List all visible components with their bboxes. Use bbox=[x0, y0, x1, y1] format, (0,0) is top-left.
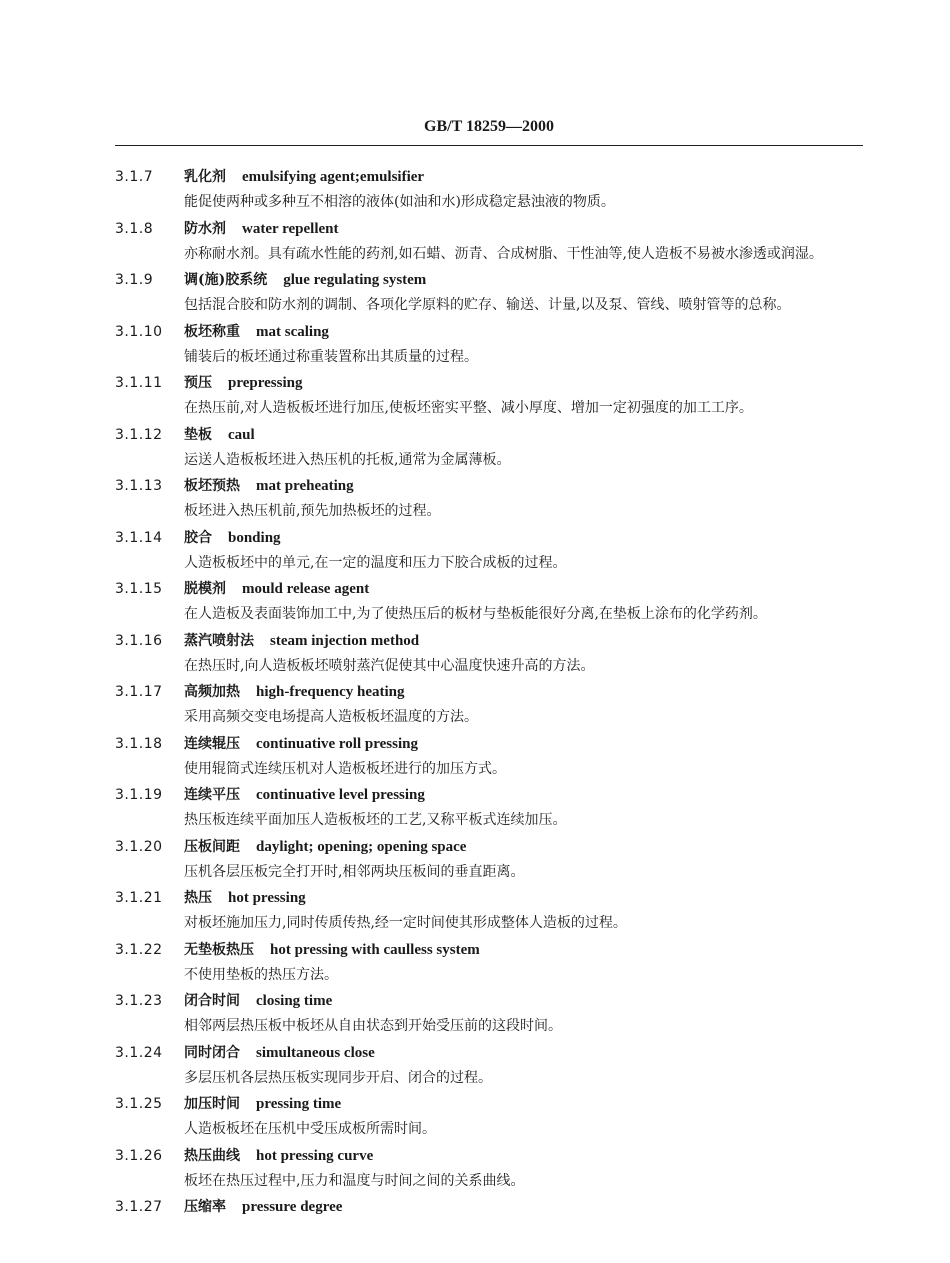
term-line bbox=[115, 267, 875, 293]
term-chinese: 板坯预热 bbox=[184, 478, 240, 494]
term-entry bbox=[115, 319, 875, 371]
term-english: bonding bbox=[228, 529, 281, 546]
term-chinese: 闭合时间 bbox=[184, 993, 240, 1009]
term-number: 3.1.18 bbox=[115, 735, 163, 752]
term-line bbox=[115, 834, 875, 860]
term-line bbox=[115, 731, 875, 757]
term-definition: 在热压前,对人造板板坯进行加压,使板坯密实平整、减小厚度、增加一定初强度的加工工序。 bbox=[184, 400, 753, 416]
term-chinese: 垫板 bbox=[184, 426, 212, 443]
term-english: hot pressing bbox=[228, 890, 306, 906]
term-english: pressing time bbox=[256, 1096, 342, 1112]
term-chinese: 胶合 bbox=[184, 529, 212, 546]
term-chinese: 脱模剂 bbox=[184, 581, 226, 597]
term-english: simultaneous close bbox=[256, 1044, 375, 1061]
term-line bbox=[115, 370, 875, 396]
term-entry bbox=[115, 679, 875, 731]
term-number: 3.1.16 bbox=[115, 632, 163, 649]
term-entry bbox=[115, 988, 875, 1040]
term-definition: 人造板板坯中的单元,在一定的温度和压力下胶合成板的过程。 bbox=[184, 554, 567, 571]
term-line bbox=[115, 1143, 875, 1169]
term-entry bbox=[115, 525, 875, 577]
term-chinese: 防水剂 bbox=[184, 220, 226, 237]
term-english: emulsifying agent;emulsifier bbox=[242, 169, 425, 185]
term-definition: 板坯在热压过程中,压力和温度与时间之间的关系曲线。 bbox=[184, 1172, 525, 1189]
term-english: mould release agent bbox=[242, 581, 370, 597]
term-entry bbox=[115, 628, 875, 680]
term-number: 3.1.19 bbox=[115, 787, 163, 803]
term-chinese: 乳化剂 bbox=[184, 169, 226, 185]
term-definition: 能促使两种或多种互不相溶的液体(如油和水)形成稳定悬浊液的物质。 bbox=[184, 194, 615, 210]
term-number: 3.1.8 bbox=[115, 220, 154, 237]
page-header: GB/T 18259—2000 bbox=[424, 118, 554, 135]
term-definition: 不使用垫板的热压方法。 bbox=[184, 966, 338, 983]
term-entry bbox=[115, 1091, 875, 1143]
term-number: 3.1.20 bbox=[115, 838, 163, 855]
term-line bbox=[115, 1040, 875, 1066]
term-english: prepressing bbox=[228, 375, 303, 391]
term-number: 3.1.14 bbox=[115, 529, 163, 546]
terms-list bbox=[115, 164, 875, 1220]
term-entry bbox=[115, 1143, 875, 1195]
term-entry bbox=[115, 1040, 875, 1092]
term-line bbox=[115, 473, 875, 499]
term-english: hot pressing with caulless system bbox=[270, 941, 480, 958]
term-definition: 对板坯施加压力,同时传质传热,经一定时间使其形成整体人造板的过程。 bbox=[184, 915, 627, 931]
term-chinese: 板坯称重 bbox=[184, 323, 240, 340]
term-line bbox=[115, 628, 875, 654]
term-definition: 多层压机各层热压板实现同步开启、闭合的过程。 bbox=[184, 1069, 492, 1086]
term-english: mat scaling bbox=[256, 323, 329, 340]
term-english: daylight; opening; opening space bbox=[256, 838, 467, 855]
term-definition: 使用辊筒式连续压机对人造板板坯进行的加压方式。 bbox=[184, 760, 506, 777]
term-entry bbox=[115, 1194, 875, 1220]
term-entry bbox=[115, 422, 875, 474]
term-english: continuative roll pressing bbox=[256, 735, 418, 752]
term-definition: 在人造板及表面装饰加工中,为了使热压后的板材与垫板能很好分离,在垫板上涂布的化学药剂。 bbox=[184, 606, 767, 622]
term-definition: 压机各层压板完全打开时,相邻两块压板间的垂直距离。 bbox=[184, 863, 525, 880]
term-number: 3.1.24 bbox=[115, 1044, 163, 1061]
term-chinese: 同时闭合 bbox=[184, 1044, 240, 1061]
term-definition: 人造板板坯在压机中受压成板所需时间。 bbox=[184, 1121, 436, 1137]
term-definition: 在热压时,向人造板板坯喷射蒸汽促使其中心温度快速升高的方法。 bbox=[184, 657, 595, 674]
term-definition: 亦称耐水剂。具有疏水性能的药剂,如石蜡、沥青、合成树脂、干性油等,使人造板不易被水渗透或润湿。 bbox=[184, 245, 823, 262]
term-line bbox=[115, 164, 875, 190]
term-chinese: 无垫板热压 bbox=[184, 941, 254, 958]
term-number: 3.1.15 bbox=[115, 581, 163, 597]
term-definition: 包括混合胶和防水剂的调制、各项化学原料的贮存、输送、计量,以及泵、管线、喷射管等的总称。 bbox=[184, 297, 791, 313]
term-chinese: 加压时间 bbox=[184, 1096, 240, 1112]
term-line bbox=[115, 988, 875, 1014]
term-english: pressure degree bbox=[242, 1199, 343, 1215]
term-entry bbox=[115, 164, 875, 216]
term-definition: 相邻两层热压板中板坯从自由状态到开始受压前的这段时间。 bbox=[184, 1018, 562, 1034]
term-chinese: 高频加热 bbox=[184, 684, 240, 700]
term-entry bbox=[115, 267, 875, 319]
term-english: continuative level pressing bbox=[256, 787, 425, 803]
term-number: 3.1.17 bbox=[115, 684, 163, 700]
term-line bbox=[115, 782, 875, 808]
term-line bbox=[115, 1194, 875, 1220]
term-number: 3.1.27 bbox=[115, 1199, 163, 1215]
term-english: steam injection method bbox=[270, 632, 420, 649]
term-number: 3.1.7 bbox=[115, 169, 154, 185]
term-english: high-frequency heating bbox=[256, 684, 405, 700]
term-definition: 采用高频交变电场提高人造板板坯温度的方法。 bbox=[184, 709, 478, 725]
term-line bbox=[115, 319, 875, 345]
term-number: 3.1.25 bbox=[115, 1096, 163, 1112]
term-line bbox=[115, 937, 875, 963]
term-english: closing time bbox=[256, 993, 333, 1009]
term-definition: 板坯进入热压机前,预先加热板坯的过程。 bbox=[184, 503, 441, 519]
term-english: glue regulating system bbox=[283, 272, 427, 288]
term-line bbox=[115, 1091, 875, 1117]
term-entry bbox=[115, 834, 875, 886]
term-number: 3.1.26 bbox=[115, 1147, 163, 1164]
term-english: mat preheating bbox=[256, 478, 354, 494]
term-number: 3.1.23 bbox=[115, 993, 163, 1009]
term-chinese: 热压曲线 bbox=[184, 1147, 240, 1164]
term-number: 3.1.10 bbox=[115, 323, 163, 340]
term-line bbox=[115, 525, 875, 551]
term-line bbox=[115, 422, 875, 448]
term-chinese: 压缩率 bbox=[184, 1199, 226, 1215]
term-chinese: 热压 bbox=[184, 890, 212, 906]
term-chinese: 压板间距 bbox=[184, 838, 240, 855]
header-rule bbox=[115, 145, 863, 146]
term-line bbox=[115, 679, 875, 705]
term-entry bbox=[115, 782, 875, 834]
term-chinese: 调(施)胶系统 bbox=[184, 272, 268, 288]
term-line bbox=[115, 576, 875, 602]
term-chinese: 预压 bbox=[184, 375, 212, 391]
term-number: 3.1.13 bbox=[115, 478, 163, 494]
term-entry bbox=[115, 731, 875, 783]
term-line bbox=[115, 216, 875, 242]
term-definition: 运送人造板板坯进入热压机的托板,通常为金属薄板。 bbox=[184, 451, 511, 468]
term-number: 3.1.11 bbox=[115, 375, 163, 391]
term-chinese: 蒸汽喷射法 bbox=[184, 632, 254, 649]
term-number: 3.1.21 bbox=[115, 890, 163, 906]
term-chinese: 连续辊压 bbox=[184, 735, 240, 752]
term-entry bbox=[115, 576, 875, 628]
term-english: caul bbox=[228, 426, 255, 443]
term-entry bbox=[115, 473, 875, 525]
term-entry bbox=[115, 370, 875, 422]
term-english: hot pressing curve bbox=[256, 1147, 374, 1164]
term-english: water repellent bbox=[242, 220, 339, 237]
term-entry bbox=[115, 885, 875, 937]
term-chinese: 连续平压 bbox=[184, 787, 240, 803]
term-number: 3.1.12 bbox=[115, 426, 163, 443]
term-definition: 热压板连续平面加压人造板板坯的工艺,又称平板式连续加压。 bbox=[184, 812, 567, 828]
term-entry bbox=[115, 937, 875, 989]
term-definition: 铺装后的板坯通过称重装置称出其质量的过程。 bbox=[184, 348, 478, 365]
term-number: 3.1.22 bbox=[115, 941, 163, 958]
term-entry bbox=[115, 216, 875, 268]
term-number: 3.1.9 bbox=[115, 272, 154, 288]
term-line bbox=[115, 885, 875, 911]
